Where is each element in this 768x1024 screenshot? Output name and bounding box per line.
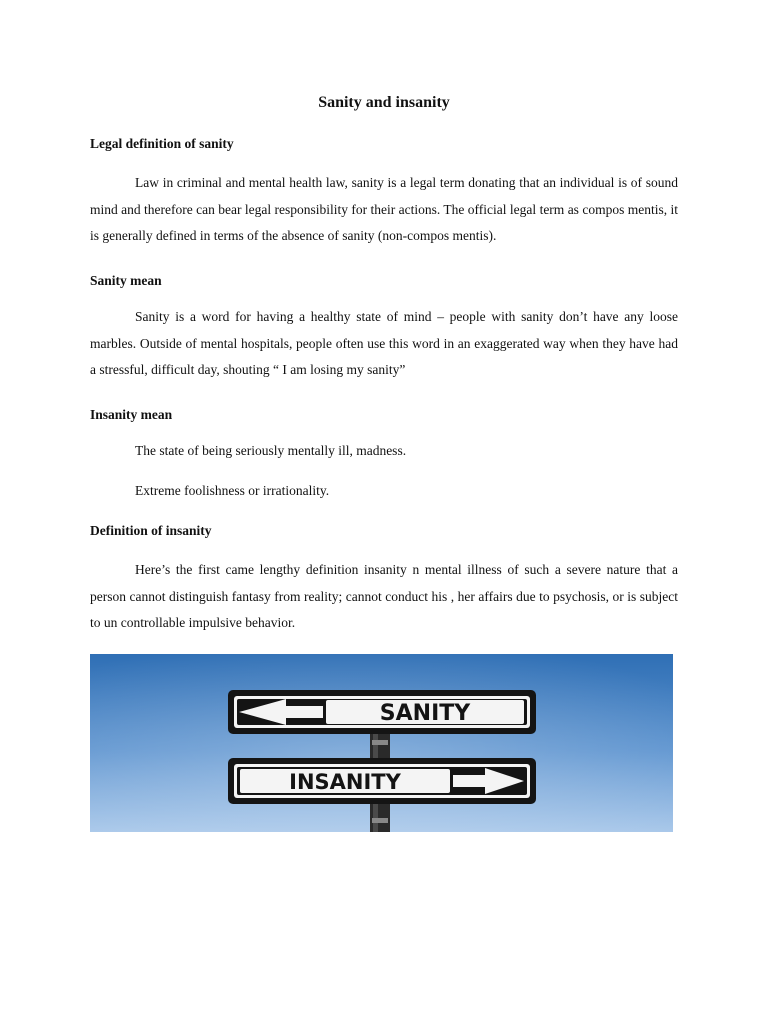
paragraph-sanity-mean: Sanity is a word for having a healthy state of mind – people with sanity don’t have any loose marbles. Outside of mental hospitals, people often use this word in an exaggerated way when they have had a stressful, difficult day, shouting “ I am losing my sanity” (90, 309, 678, 377)
insanity-mean-line-1: The state of being seriously mentally ill, madness. (135, 443, 407, 458)
street-signs-image (90, 654, 673, 832)
heading-legal-definition: Legal definition of sanity (90, 136, 234, 151)
heading-insanity-mean: Insanity mean (90, 407, 173, 422)
page-title: Sanity and insanity (318, 94, 450, 111)
heading-definition-insanity: Definition of insanity (90, 523, 212, 538)
insanity-mean-line-2: Extreme foolishness or irrationality. (135, 483, 330, 498)
sign-label-insanity: INSANITY (289, 770, 401, 794)
heading-sanity-mean: Sanity mean (90, 273, 162, 288)
paragraph-definition-insanity: Here’s the first came lengthy definition insanity n mental illness of such a severe nature that a person cannot distinguish fantasy from reality; cannot conduct his , her affairs due to psychosis, or is subject to un controllable impulsive behavior. (90, 562, 678, 630)
insanity-sign (228, 758, 536, 804)
sign-label-sanity: SANITY (379, 701, 471, 726)
paragraph-legal-definition: Law in criminal and mental health law, sanity is a legal term donating that an individual is of sound mind and therefore can bear legal responsibility for their actions. The official legal term as compos mentis, it is generally defined in terms of the absence of sanity (non-compos mentis). (90, 175, 678, 243)
sanity-sign (228, 690, 536, 734)
